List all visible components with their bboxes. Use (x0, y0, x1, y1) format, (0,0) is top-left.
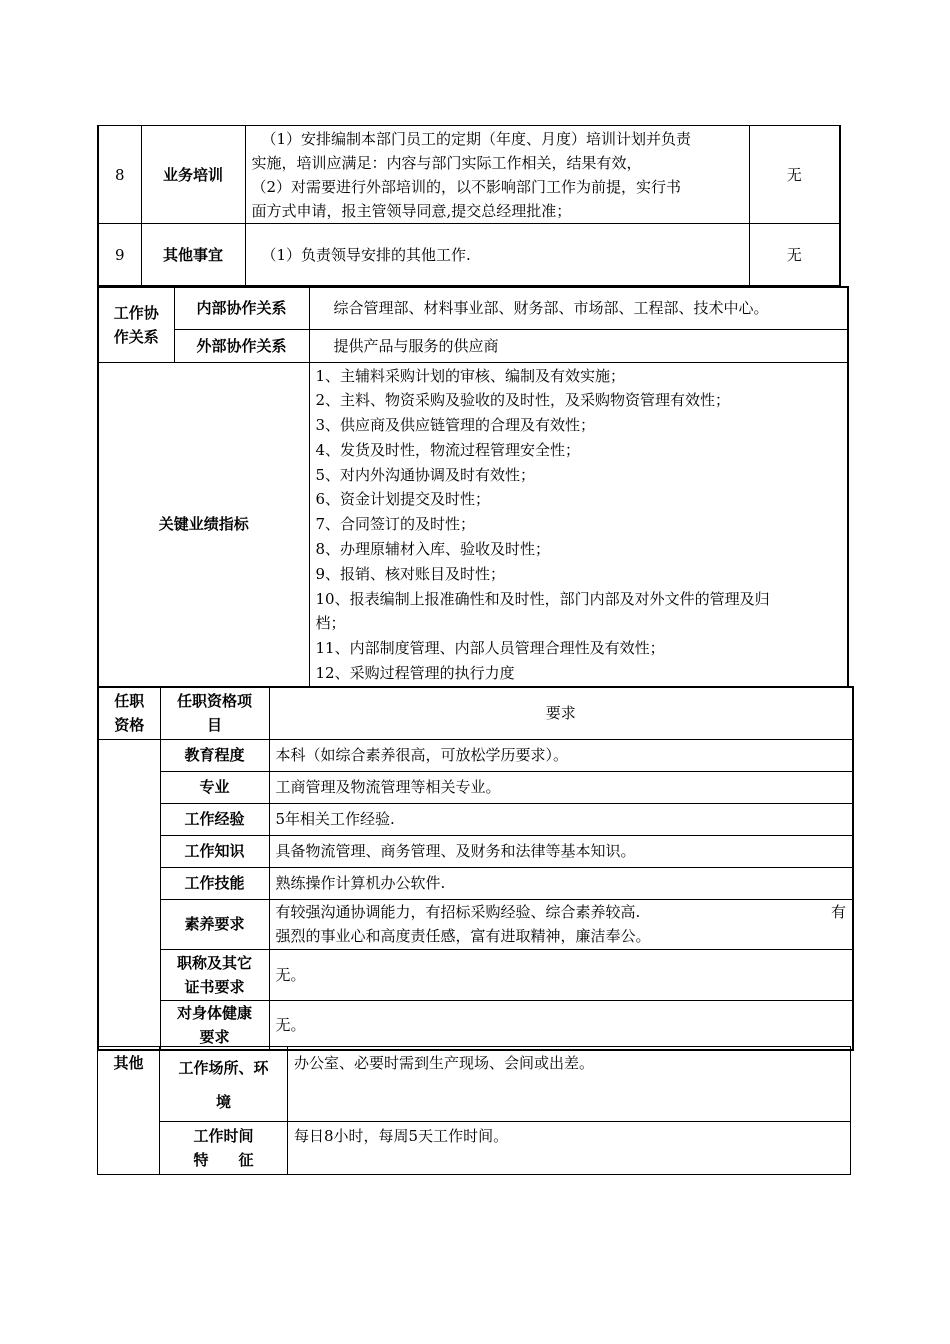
duty-line: （2）对需要进行外部培训的，以不影响部门工作为前提，实行书 (251, 177, 682, 196)
duty-line: （1）安排编制本部门员工的定期（年度、月度）培训计划并负责 (261, 129, 692, 148)
duty-line: （1）负责领导安排的其他工作. (261, 245, 471, 264)
item-header-line: 任职资格项 (176, 692, 252, 711)
duty-remark: 无 (749, 126, 840, 224)
other-item-line: 工作时间 (193, 1127, 254, 1145)
duty-number: 9 (98, 224, 141, 286)
other-item-line: 工作场所、环 (178, 1059, 269, 1077)
kpi-item: 5、对内外沟通协调及时有效性； (315, 465, 536, 484)
duty-number: 8 (98, 126, 141, 224)
kpi-item: 1、主辅料采购计划的审核、编制及有效实施； (315, 366, 626, 385)
cooperation-label (98, 287, 174, 362)
qualification-header-row (98, 687, 853, 739)
other-label: 其他 (98, 1047, 160, 1175)
kpi-item: 6、资金计划提交及时性； (315, 490, 491, 509)
duty-line: 实施，培训应满足：内容与部门实际工作相关，结果有效， (251, 153, 642, 172)
external-cooperation-value: 提供产品与服务的供应商 (309, 329, 848, 362)
kpi-item: 3、供应商及供应链管理的合理及有效性； (315, 416, 596, 435)
qualification-requirement: 本科（如综合素养很高，可放松学历要求）。 (269, 739, 853, 771)
internal-cooperation-label: 内部协作关系 (174, 287, 309, 329)
qualification-requirement (269, 899, 853, 949)
qualification-item: 教育程度 (160, 739, 269, 771)
requirement-text: 有较强沟通协调能力，有招标采购经验、综合素养较高. (275, 903, 641, 921)
duty-remark: 无 (749, 224, 840, 286)
requirement-line: 强烈的事业心和高度责任感，富有进取精神，廉洁奉公。 (275, 927, 651, 945)
other-row (98, 1047, 851, 1122)
requirement-header: 要求 (269, 687, 853, 739)
qualification-requirement: 具备物流管理、商务管理、及财务和法律等基本知识。 (269, 835, 853, 867)
kpi-item: 9、报销、核对账目及时性； (315, 564, 506, 583)
duty-row (98, 224, 840, 286)
qualification-label-line: 资格 (114, 716, 145, 735)
other-value: 每日8小时，每周5天工作时间。 (288, 1122, 851, 1175)
qualification-label-line: 任职 (114, 692, 145, 711)
kpi-item: 11、内部制度管理、内部人员管理合理性及有效性； (315, 639, 665, 658)
other-item (160, 1047, 288, 1122)
duties-table (97, 125, 841, 286)
kpi-item: 4、发货及时性，物流过程管理安全性； (315, 440, 581, 459)
duty-name: 业务培训 (141, 126, 245, 224)
kpi-list (309, 362, 848, 687)
qualification-item: 工作技能 (160, 867, 269, 899)
qualification-requirement: 5年相关工作经验. (269, 803, 853, 835)
requirement-line (276, 900, 847, 924)
kpi-label: 关键业绩指标 (98, 362, 309, 687)
other-item-line: 特 征 (193, 1151, 254, 1169)
internal-cooperation-value: 综合管理部、材料事业部、财务部、市场部、工程部、技术中心。 (309, 287, 848, 329)
kpi-item: 档； (315, 614, 346, 633)
qualification-item (160, 1000, 269, 1050)
qualification-row (98, 803, 853, 835)
qualification-item-line: 证书要求 (184, 977, 245, 996)
qualification-blank-cell (98, 739, 160, 1050)
cooperation-label-line: 作关系 (113, 327, 159, 346)
kpi-item: 7、合同签订的及时性； (315, 515, 476, 534)
qualification-requirement: 熟练操作计算机办公软件. (269, 867, 853, 899)
qualification-item-line: 对身体健康 (176, 1003, 252, 1022)
qualification-requirement: 无。 (269, 1000, 853, 1050)
qualification-row (98, 835, 853, 867)
qualification-item (160, 949, 269, 1000)
kpi-item: 12、采购过程管理的执行力度 (315, 664, 515, 683)
duty-row (98, 126, 840, 224)
external-cooperation-label: 外部协作关系 (174, 329, 309, 362)
qualification-row (98, 771, 853, 803)
duty-description (245, 126, 749, 224)
qualification-item: 素养要求 (160, 899, 269, 949)
qualification-row (98, 739, 853, 771)
item-header-line: 目 (206, 716, 222, 735)
qualification-item-header (160, 687, 269, 739)
other-item-line: 境 (215, 1093, 231, 1111)
other-row (98, 1122, 851, 1175)
cooperation-label-line: 工作协 (113, 303, 159, 322)
duty-description (245, 224, 749, 286)
kpi-item: 8、办理原辅材入库、验收及时性； (315, 540, 551, 559)
kpi-item: 2、主料、物资采购及验收的及时性，及采购物资管理有效性； (315, 391, 731, 410)
qualification-item: 专业 (160, 771, 269, 803)
qualification-label (98, 687, 160, 739)
qualification-item: 工作经验 (160, 803, 269, 835)
external-cooperation-row (98, 329, 848, 362)
qualification-row (98, 1000, 853, 1050)
qualification-item-line: 要求 (199, 1027, 230, 1046)
qualification-item-line: 职称及其它 (176, 953, 252, 972)
qualification-table (97, 686, 854, 1051)
qualification-row (98, 949, 853, 1000)
other-item (160, 1122, 288, 1175)
duty-name: 其他事宜 (141, 224, 245, 286)
kpi-row (98, 362, 848, 687)
other-table (97, 1046, 851, 1175)
cooperation-kpi-table (97, 286, 849, 688)
requirement-text-tail: 有 (830, 903, 846, 921)
qualification-row (98, 899, 853, 949)
qualification-row (98, 867, 853, 899)
duty-line: 面方式申请，报主管领导同意,提交总经理批准； (251, 201, 572, 220)
qualification-item: 工作知识 (160, 835, 269, 867)
internal-cooperation-row (98, 287, 848, 329)
qualification-requirement: 无。 (269, 949, 853, 1000)
kpi-item: 10、报表编制上报准确性和及时性，部门内部及对外文件的管理及归 (315, 589, 770, 608)
other-value: 办公室、必要时需到生产现场、会间或出差。 (288, 1047, 851, 1122)
qualification-requirement: 工商管理及物流管理等相关专业。 (269, 771, 853, 803)
